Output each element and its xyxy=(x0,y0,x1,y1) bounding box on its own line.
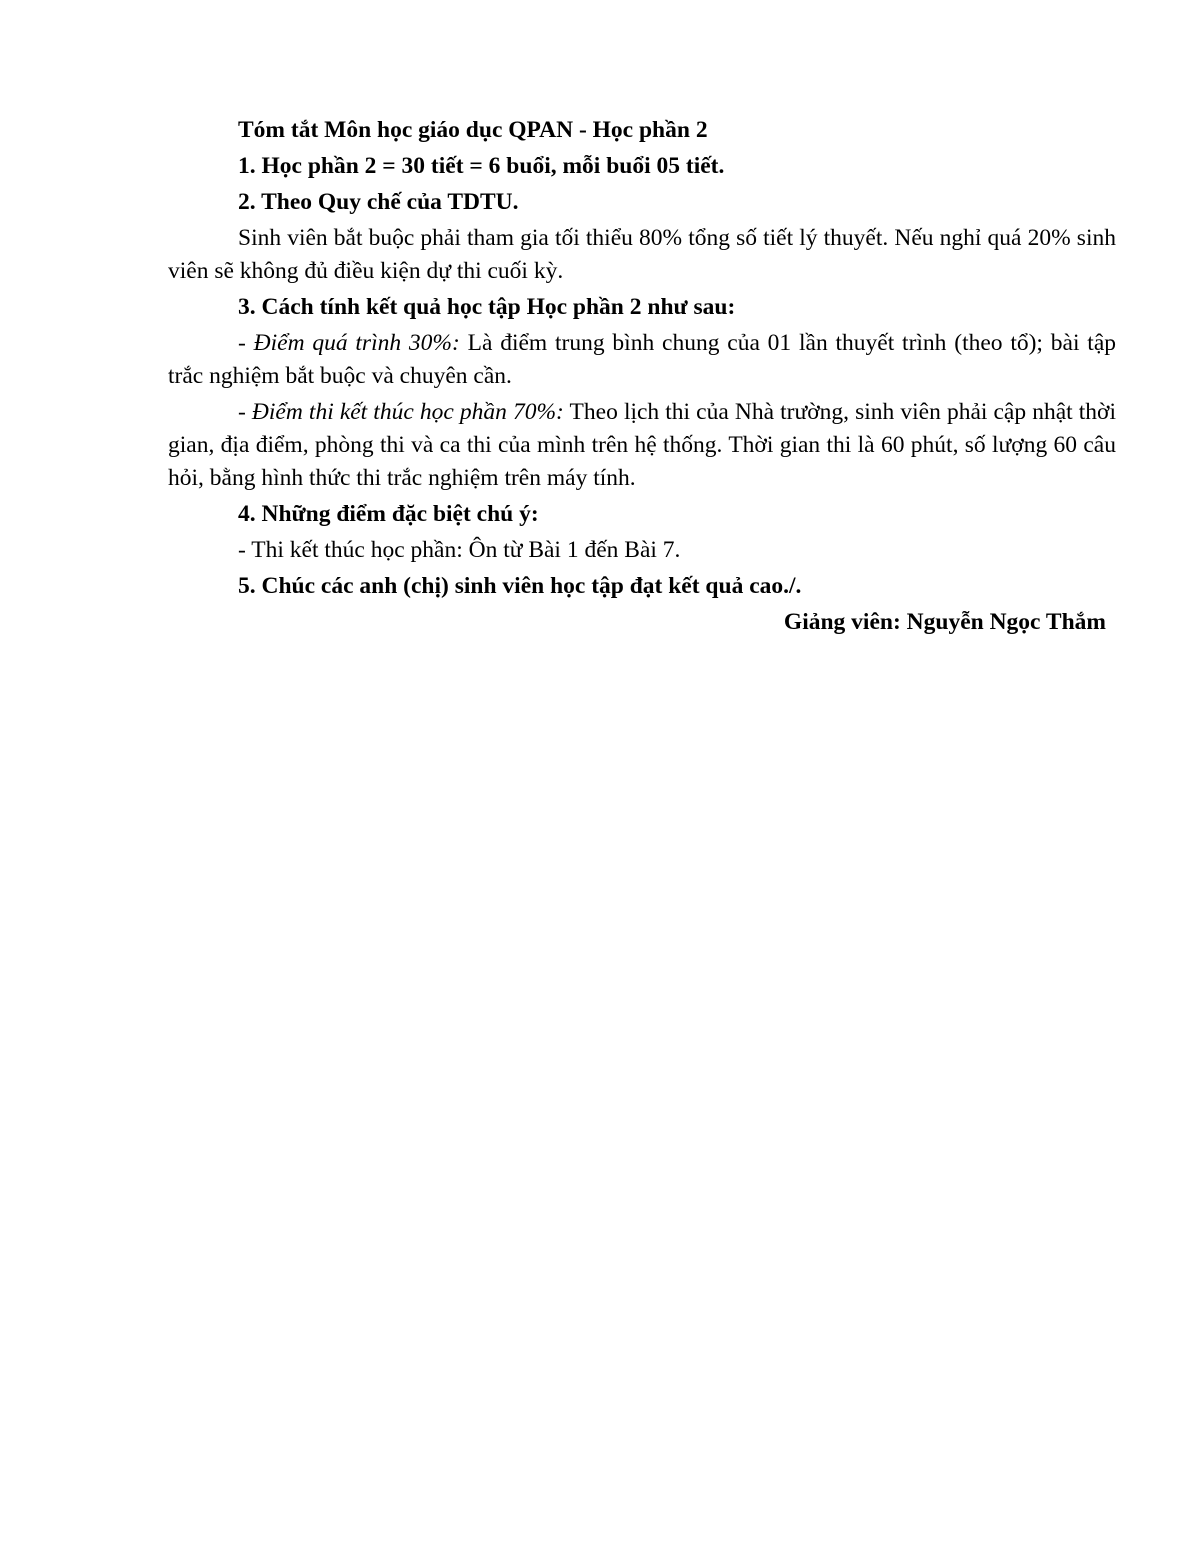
item-2-heading: 2. Theo Quy chế của TDTU. xyxy=(238,189,519,215)
item-3-b-text: Theo lịch thi của Nhà trường, sinh viên phải cập nhật thời gian, địa điểm, phòng thi và ca thi của mình trên hệ thống. Thời gian thi là 60 phút, số lượng 60 câu hỏi, bằng hình thức thi trắc nghiệm trên máy tính. xyxy=(168,399,1116,491)
document-page xyxy=(168,114,1116,639)
item-4-heading: 4. Những điểm đặc biệt chú ý: xyxy=(238,501,539,527)
item-3-a xyxy=(168,327,1116,393)
item-3-heading: 3. Cách tính kết quả học tập Học phần 2 như sau: xyxy=(238,294,736,320)
item-3-a-prefix: - xyxy=(238,330,254,356)
item-1: 1. Học phần 2 = 30 tiết = 6 buổi, mỗi buổi 05 tiết. xyxy=(238,153,725,179)
item-2-body: Sinh viên bắt buộc phải tham gia tối thiểu 80% tổng số tiết lý thuyết. Nếu nghỉ quá 20% sinh viên sẽ không đủ điều kiện dự thi cuối kỳ. xyxy=(168,225,1116,284)
item-3-a-text: Là điểm trung bình chung của 01 lần thuyết trình (theo tổ); bài tập trắc nghiệm bắt buộc và chuyên cần. xyxy=(168,330,1116,389)
item-3-a-label: Điểm quá trình 30%: xyxy=(253,330,460,356)
signature: Giảng viên: Nguyễn Ngọc Thắm xyxy=(783,609,1106,635)
item-3-b-prefix: - xyxy=(238,399,252,425)
item-3-b xyxy=(168,396,1116,495)
item-4-body: - Thi kết thúc học phần: Ôn từ Bài 1 đến Bài 7. xyxy=(238,537,681,563)
document-title: Tóm tắt Môn học giáo dục QPAN - Học phần 2 xyxy=(238,117,708,143)
item-5: 5. Chúc các anh (chị) sinh viên học tập đạt kết quả cao./. xyxy=(238,573,802,599)
item-3-b-label: Điểm thi kết thúc học phần 70%: xyxy=(251,399,564,425)
